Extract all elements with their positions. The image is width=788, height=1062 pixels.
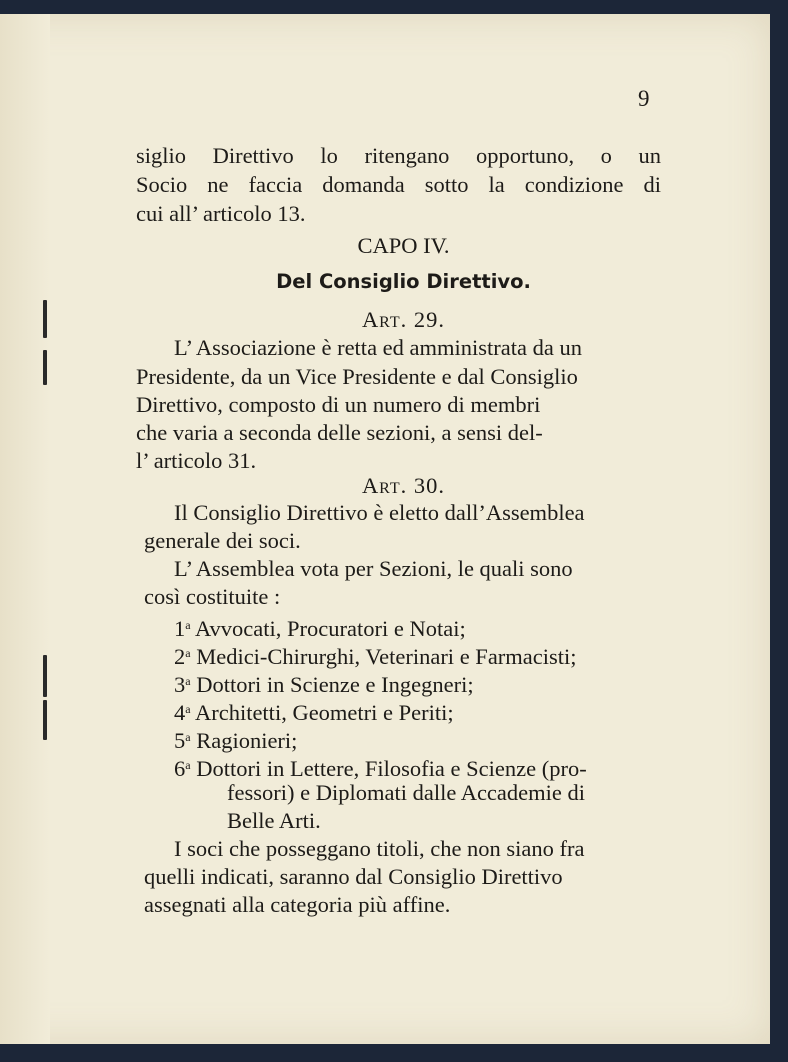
text-line: Direttivo, composto di un numero di membri: [136, 392, 541, 417]
text-line: I soci che posseggano titoli, che non siano fra: [174, 836, 585, 861]
text-line: L’ Associazione è retta ed amministrata da un: [174, 335, 582, 360]
text-line: siglio Direttivo lo ritengano opportuno, o un: [136, 143, 661, 168]
text-line: Socio ne faccia domanda sotto la condizione di: [136, 172, 661, 197]
text-line: generale dei soci.: [144, 528, 301, 553]
text-line: quelli indicati, saranno dal Consiglio Direttivo: [144, 864, 563, 889]
list-item: 2$^a$ Medici-Chirurghi, Veterinari e Farmacisti;: [174, 644, 577, 669]
list-item: 6$^a$ Dottori in Lettere, Filosofia e Scienze (pro-: [174, 756, 587, 781]
binding-mark: [43, 700, 47, 740]
text-line: L’ Assemblea vota per Sezioni, le quali sono: [174, 556, 573, 581]
text-line: cui all’ articolo 13.: [136, 201, 306, 226]
page-gutter: [0, 14, 50, 1044]
article-heading: Art. 30.: [361, 473, 446, 498]
list-item: 4$^a$ Architetti, Geometri e Periti;: [174, 700, 454, 725]
binding-mark: [43, 655, 47, 697]
chapter-heading: CAPO IV.: [357, 233, 450, 258]
binding-mark: [43, 350, 47, 385]
article-heading: Art. 29.: [361, 307, 446, 332]
list-item: 1$^a$ Avvocati, Procuratori e Notai;: [174, 616, 466, 641]
text-line: fessori) e Diplomati dalle Accademie di: [227, 780, 586, 805]
text-line: Presidente, da un Vice Presidente e dal Consiglio: [136, 364, 578, 389]
binding-mark: [43, 300, 47, 338]
text-line: così costituite :: [144, 584, 281, 609]
text-line: Il Consiglio Direttivo è eletto dall’Assemblea: [174, 500, 585, 525]
text-line: l’ articolo 31.: [136, 448, 257, 473]
list-item: 5$^a$ Ragionieri;: [174, 728, 298, 753]
page-number: 9: [638, 86, 650, 111]
section-title: Del Consiglio Direttivo.: [276, 270, 531, 293]
text-line: che varia a seconda delle sezioni, a sensi del-: [136, 420, 543, 445]
text-line: assegnati alla categoria più affine.: [144, 892, 451, 917]
list-item: 3$^a$ Dottori in Scienze e Ingegneri;: [174, 672, 474, 697]
text-line: Belle Arti.: [227, 808, 321, 833]
